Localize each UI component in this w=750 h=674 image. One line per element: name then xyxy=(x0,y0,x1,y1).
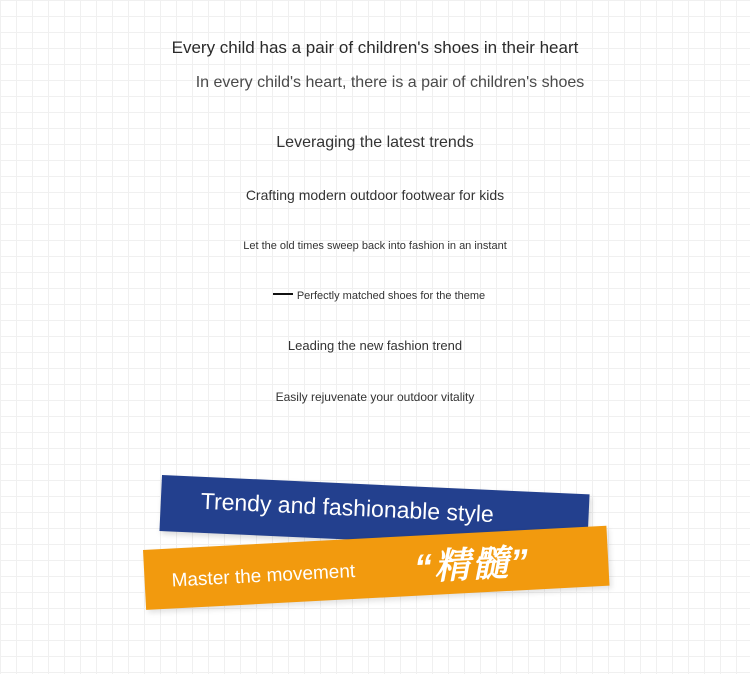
orange-banner-accent: “精髓” xyxy=(413,540,532,588)
headline: Every child has a pair of children's shoes in their heart xyxy=(171,38,579,57)
tagline-trends: Leveraging the latest trends xyxy=(276,134,474,151)
tagline-matched xyxy=(0,290,750,302)
dash-icon xyxy=(273,293,293,295)
tagline-rejuvenate: Easily rejuvenate your outdoor vitality xyxy=(275,390,475,404)
tagline-old-times: Let the old times sweep back into fashion in an instant xyxy=(243,240,507,252)
tagline-matched-label: Perfectly matched shoes for the theme xyxy=(296,290,486,302)
blue-banner-text: Trendy and fashionable style xyxy=(200,487,495,528)
tagline-crafting: Crafting modern outdoor footwear for kids xyxy=(245,187,505,203)
orange-banner-text: Master the movement xyxy=(171,560,356,592)
tagline-leading: Leading the new fashion trend xyxy=(287,338,463,353)
orange-banner xyxy=(143,526,610,610)
subheadline: In every child's heart, there is a pair of children's shoes xyxy=(195,74,585,91)
